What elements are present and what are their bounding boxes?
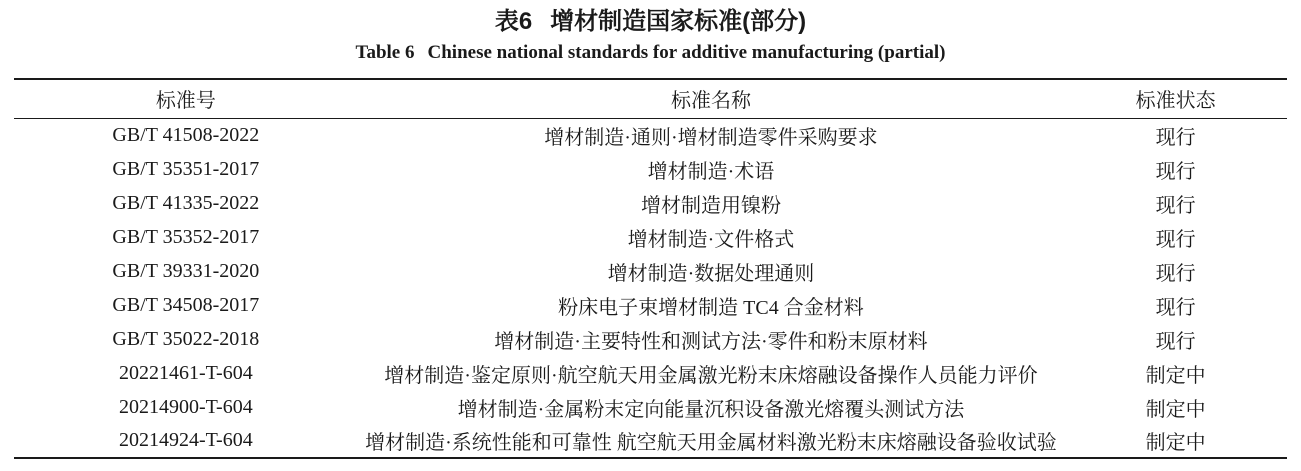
cell-standard-name: 增材制造·数据处理通则 — [607, 262, 815, 285]
table-caption-en-number: Table 6 — [355, 42, 415, 63]
cell-standard-status: 现行 — [1155, 228, 1196, 251]
cell-standard-name: 增材制造用镍粉 — [640, 194, 781, 217]
column-header-standard-number: 标准号 — [14, 79, 358, 118]
cell-standard-name: 增材制造·主要特性和测试方法·零件和粉末原材料 — [494, 330, 928, 353]
cell-standard-name: 增材制造·系统性能和可靠性 航空航天用金属材料激光粉末床熔融设备验收试验 — [365, 432, 1057, 454]
cell-standard-status: 现行 — [1155, 126, 1196, 149]
cell-standard-status: 现行 — [1155, 160, 1196, 183]
cell-standard-status: 制定中 — [1145, 398, 1206, 421]
cell-standard-status: 现行 — [1155, 296, 1196, 319]
table-row — [14, 288, 1287, 322]
cell-standard-name: 增材制造·术语 — [647, 160, 775, 183]
table-caption-en — [0, 41, 1301, 65]
cell-standard-number: GB/T 35351-2017 — [112, 157, 260, 180]
table-row — [14, 254, 1287, 288]
cell-standard-status: 现行 — [1155, 194, 1196, 217]
cell-standard-name: 增材制造·鉴定原则·航空航天用金属激光粉末床熔融设备操作人员能力评价 — [384, 364, 1038, 387]
cell-standard-name: 增材制造·金属粉末定向能量沉积设备激光熔覆头测试方法 — [457, 398, 965, 421]
cell-standard-number: GB/T 34508-2017 — [112, 293, 260, 316]
table-row — [14, 118, 1287, 152]
standards-table-body — [14, 118, 1287, 458]
table-row — [14, 220, 1287, 254]
standards-table — [14, 78, 1287, 459]
table-row — [14, 424, 1287, 458]
table-caption-zh — [0, 0, 1301, 37]
cell-standard-number: GB/T 39331-2020 — [112, 259, 260, 282]
table-row — [14, 152, 1287, 186]
table-row — [14, 356, 1287, 390]
cell-standard-number: GB/T 35352-2017 — [112, 225, 260, 248]
table-caption-zh-number: 表6 — [494, 8, 533, 35]
table-row — [14, 390, 1287, 424]
cell-standard-name: 增材制造·文件格式 — [627, 228, 795, 251]
cell-standard-status: 制定中 — [1145, 364, 1206, 387]
cell-standard-number: 20214900-T-604 — [119, 395, 253, 418]
cell-standard-number: GB/T 41335-2022 — [112, 191, 260, 214]
table-row — [14, 186, 1287, 220]
table-caption-en-title: Chinese national standards for additive manufacturing (partial) — [427, 42, 946, 63]
cell-standard-number: GB/T 41508-2022 — [112, 123, 260, 146]
cell-standard-status: 现行 — [1155, 262, 1196, 285]
column-header-standard-status: 标准状态 — [1064, 79, 1287, 118]
header-row — [14, 79, 1287, 118]
cell-standard-name: 增材制造·通则·增材制造零件采购要求 — [544, 126, 878, 149]
column-header-standard-name: 标准名称 — [358, 79, 1065, 118]
cell-standard-status: 现行 — [1155, 330, 1196, 353]
standards-table-header — [14, 79, 1287, 118]
cell-standard-number: 20214924-T-604 — [119, 429, 253, 451]
cell-standard-number: GB/T 35022-2018 — [112, 327, 260, 350]
table-row — [14, 322, 1287, 356]
cell-standard-name: 粉床电子束增材制造 TC4 合金材料 — [558, 296, 864, 319]
cell-standard-number: 20221461-T-604 — [119, 361, 253, 384]
table-caption-zh-title: 增材制造国家标准(部分) — [550, 8, 807, 35]
cell-standard-status: 制定中 — [1145, 432, 1206, 454]
